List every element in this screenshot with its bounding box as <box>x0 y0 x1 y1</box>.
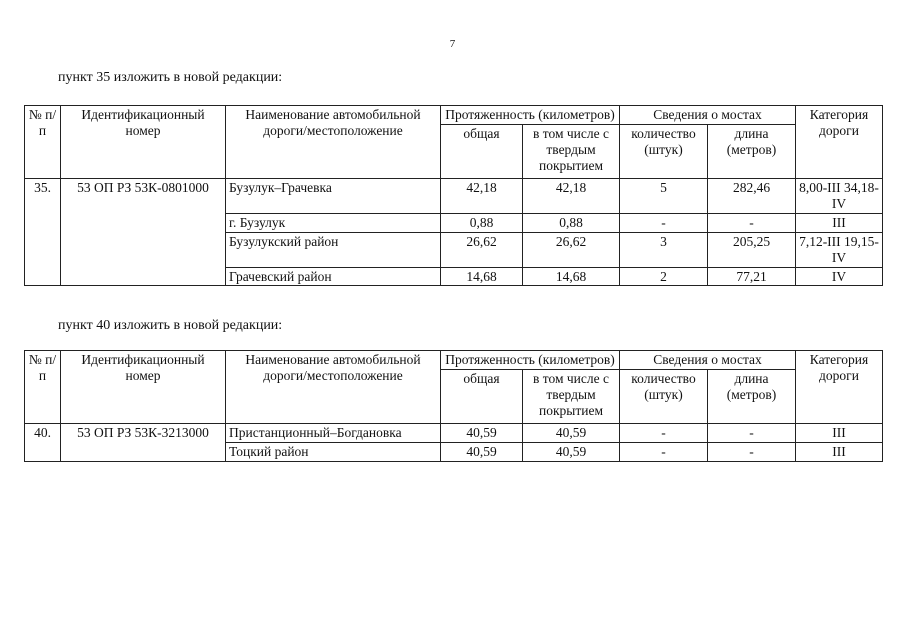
section-intro: пункт 35 изложить в новой редакции: <box>58 70 283 85</box>
road-category: 7,12-III 19,15-IV <box>796 232 883 267</box>
roads-table-40 <box>24 350 883 462</box>
length-hard: 0,88 <box>523 213 620 232</box>
road-name: Бузулукский район <box>226 232 441 267</box>
header-length: Протяженность (километров) <box>441 106 620 125</box>
length-hard: 40,59 <box>523 423 620 442</box>
header-bridges: Сведения о мостах <box>620 106 796 125</box>
bridges-length: 77,21 <box>708 267 796 286</box>
length-hard: 14,68 <box>523 267 620 286</box>
length-total: 42,18 <box>441 178 523 213</box>
header-num: № п/п <box>25 106 61 179</box>
section-intro: пункт 40 изложить в новой редакции: <box>58 318 283 333</box>
length-total: 26,62 <box>441 232 523 267</box>
header-bridges-length: длина (метров) <box>708 124 796 178</box>
length-hard: 26,62 <box>523 232 620 267</box>
header-bridges-count: количество (штук) <box>620 124 708 178</box>
road-category: III <box>796 423 883 442</box>
header-bridges-length: длина (метров) <box>708 369 796 423</box>
road-name: Тоцкий район <box>226 442 441 461</box>
header-category: Категория дороги <box>796 106 883 179</box>
bridges-count: - <box>620 442 708 461</box>
road-name: г. Бузулук <box>226 213 441 232</box>
header-bridges-count: количество (штук) <box>620 369 708 423</box>
road-name: Пристанционный–Богдановка <box>226 423 441 442</box>
road-name: Грачевский район <box>226 267 441 286</box>
length-total: 40,59 <box>441 442 523 461</box>
row-number: 35. <box>25 178 61 286</box>
road-category: III <box>796 442 883 461</box>
bridges-count: - <box>620 213 708 232</box>
bridges-count: - <box>620 423 708 442</box>
header-bridges: Сведения о мостах <box>620 351 796 370</box>
bridges-length: 205,25 <box>708 232 796 267</box>
length-total: 40,59 <box>441 423 523 442</box>
bridges-count: 5 <box>620 178 708 213</box>
length-hard: 40,59 <box>523 442 620 461</box>
road-name: Бузулук–Грачевка <box>226 178 441 213</box>
header-num: № п/п <box>25 351 61 424</box>
row-identifier: 53 ОП РЗ 53К-0801000 <box>61 178 226 286</box>
header-name: Наименование автомобильной дороги/местоположение <box>226 351 441 424</box>
header-category: Категория дороги <box>796 351 883 424</box>
header-length: Протяженность (километров) <box>441 351 620 370</box>
bridges-count: 3 <box>620 232 708 267</box>
header-length-hard: в том числе с твердым покрытием <box>523 124 620 178</box>
bridges-length: - <box>708 442 796 461</box>
bridges-length: - <box>708 213 796 232</box>
header-id: Идентификационный номер <box>61 351 226 424</box>
road-category: 8,00-III 34,18-IV <box>796 178 883 213</box>
road-category: III <box>796 213 883 232</box>
header-id: Идентификационный номер <box>61 106 226 179</box>
roads-table-35 <box>24 105 883 286</box>
road-category: IV <box>796 267 883 286</box>
header-name: Наименование автомобильной дороги/местоположение <box>226 106 441 179</box>
length-total: 14,68 <box>441 267 523 286</box>
bridges-length: - <box>708 423 796 442</box>
length-hard: 42,18 <box>523 178 620 213</box>
header-length-hard: в том числе с твердым покрытием <box>523 369 620 423</box>
row-number: 40. <box>25 423 61 461</box>
length-total: 0,88 <box>441 213 523 232</box>
header-length-total: общая <box>441 124 523 178</box>
page-number: 7 <box>449 38 456 50</box>
header-length-total: общая <box>441 369 523 423</box>
row-identifier: 53 ОП РЗ 53К-3213000 <box>61 423 226 461</box>
bridges-length: 282,46 <box>708 178 796 213</box>
bridges-count: 2 <box>620 267 708 286</box>
